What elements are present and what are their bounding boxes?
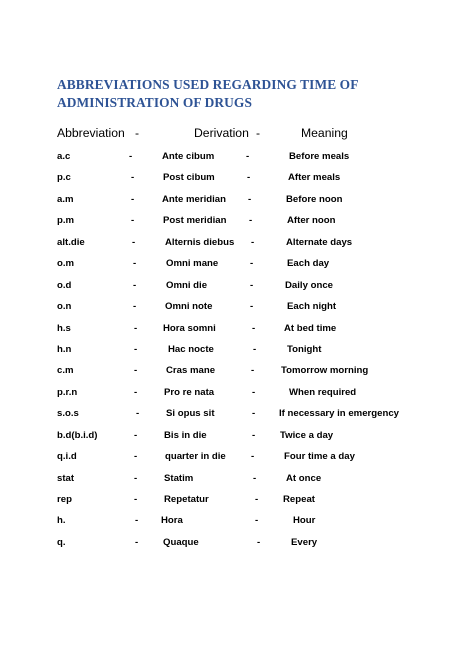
table-row — [0, 237, 474, 258]
table-row — [0, 515, 474, 536]
row-meaning: Each night — [287, 301, 337, 313]
row-derivation: Hora — [161, 515, 183, 527]
row-separator: - — [249, 215, 253, 227]
row-separator: - — [247, 172, 251, 184]
row-separator: - — [135, 515, 139, 527]
row-separator: - — [134, 322, 138, 334]
row-separator: - — [134, 472, 138, 484]
row-separator: - — [135, 536, 139, 548]
row-abbreviation: b.d(b.i.d) — [57, 429, 98, 441]
row-meaning: At bed time — [284, 322, 337, 334]
row-separator: - — [251, 451, 255, 463]
row-abbreviation: p.m — [57, 215, 75, 227]
row-abbreviation: q. — [57, 536, 66, 548]
table-row — [0, 323, 474, 344]
row-derivation: Statim — [164, 472, 194, 484]
row-separator: - — [134, 343, 138, 355]
row-separator: - — [255, 494, 259, 505]
row-meaning: Repeat — [283, 494, 315, 505]
row-derivation: Omni note — [165, 301, 213, 313]
row-meaning: If necessary in emergency — [279, 408, 399, 420]
table-row — [0, 151, 474, 172]
row-meaning: Tomorrow morning — [281, 365, 369, 377]
table-row — [0, 408, 474, 429]
row-separator: - — [252, 386, 256, 398]
table-row — [0, 258, 474, 279]
row-separator: - — [129, 151, 133, 162]
row-separator: - — [133, 279, 137, 291]
row-meaning: Every — [291, 536, 318, 548]
row-separator: - — [134, 494, 138, 505]
row-derivation: Post meridian — [163, 215, 227, 227]
table-row — [0, 387, 474, 408]
row-derivation: Si opus sit — [166, 408, 215, 420]
row-separator: - — [132, 236, 136, 248]
row-separator: - — [134, 451, 138, 463]
row-separator: - — [251, 236, 255, 248]
row-abbreviation: a.c — [57, 151, 71, 162]
row-abbreviation: stat — [57, 472, 75, 484]
row-separator: - — [252, 429, 256, 441]
header-separator: - — [135, 126, 140, 140]
row-derivation: Cras mane — [166, 365, 216, 377]
row-derivation: Omni die — [166, 279, 208, 291]
row-meaning: When required — [289, 386, 357, 398]
row-meaning: Alternate days — [286, 236, 353, 248]
row-derivation: Hora somni — [163, 322, 216, 334]
row-derivation: Post cibum — [163, 172, 215, 184]
document-title: ABBREVIATIONS USED REGARDING TIME OF ADMINISTRATION OF DRUGS — [57, 77, 358, 110]
row-separator: - — [253, 472, 257, 484]
table-row — [0, 172, 474, 193]
table-row — [0, 301, 474, 322]
row-abbreviation: o.m — [57, 258, 75, 270]
header-meaning: Meaning — [301, 126, 348, 140]
row-separator: - — [257, 536, 261, 548]
row-abbreviation: h.n — [57, 343, 72, 355]
table-row — [0, 494, 474, 515]
row-abbreviation: alt.die — [57, 236, 85, 248]
row-abbreviation: o.d — [57, 279, 72, 291]
row-derivation: Pro re nata — [164, 386, 215, 398]
header-derivation: Derivation — [194, 126, 249, 140]
table-row — [0, 473, 474, 494]
abbreviation-list — [0, 151, 474, 558]
row-meaning: Hour — [293, 515, 316, 527]
row-derivation: Repetatur — [164, 494, 209, 505]
row-separator: - — [133, 258, 137, 270]
row-derivation: Ante meridian — [162, 193, 226, 205]
header-abbreviation: Abbreviation — [57, 126, 125, 140]
row-meaning: Each day — [287, 258, 330, 270]
header-separator: - — [256, 126, 261, 140]
row-abbreviation: o.n — [57, 301, 72, 313]
row-meaning: Daily once — [285, 279, 333, 291]
row-separator: - — [251, 365, 255, 377]
row-separator: - — [250, 301, 254, 313]
row-meaning: Tonight — [287, 343, 322, 355]
row-separator: - — [252, 408, 256, 420]
table-row — [0, 537, 474, 558]
row-separator: - — [131, 193, 135, 205]
row-separator: - — [134, 365, 138, 377]
row-abbreviation: a.m — [57, 193, 74, 205]
row-separator: - — [131, 172, 135, 184]
row-derivation: Omni mane — [166, 258, 219, 270]
table-header — [0, 126, 474, 142]
row-derivation: Quaque — [163, 536, 199, 548]
row-abbreviation: h.s — [57, 322, 71, 334]
row-separator: - — [250, 258, 254, 270]
row-separator: - — [134, 429, 138, 441]
row-meaning: Four time a day — [284, 451, 355, 463]
row-abbreviation: q.i.d — [57, 451, 77, 463]
row-abbreviation: h. — [57, 515, 66, 527]
table-row — [0, 215, 474, 236]
table-row — [0, 344, 474, 365]
row-separator: - — [134, 386, 138, 398]
row-meaning: At once — [286, 472, 322, 484]
row-abbreviation: p.c — [57, 172, 71, 184]
row-separator: - — [131, 215, 135, 227]
row-separator: - — [133, 301, 137, 313]
row-separator: - — [250, 279, 254, 291]
row-separator: - — [255, 515, 259, 527]
row-abbreviation: p.r.n — [57, 386, 78, 398]
row-separator: - — [252, 322, 256, 334]
row-separator: - — [136, 408, 140, 420]
row-abbreviation: s.o.s — [57, 408, 79, 420]
row-abbreviation: rep — [57, 494, 72, 505]
row-derivation: Ante cibum — [162, 151, 215, 162]
row-meaning: After noon — [287, 215, 336, 227]
table-row — [0, 280, 474, 301]
table-row — [0, 430, 474, 451]
row-meaning: After meals — [288, 172, 341, 184]
row-separator: - — [246, 151, 250, 162]
row-meaning: Before meals — [289, 151, 350, 162]
row-derivation: quarter in die — [165, 451, 226, 463]
table-row — [0, 451, 474, 472]
row-separator: - — [248, 193, 252, 205]
row-meaning: Twice a day — [280, 429, 334, 441]
row-derivation: Bis in die — [164, 429, 207, 441]
row-derivation: Alternis diebus — [165, 236, 235, 248]
row-derivation: Hac nocte — [168, 343, 214, 355]
row-separator: - — [253, 343, 257, 355]
table-row — [0, 365, 474, 386]
row-abbreviation: c.m — [57, 365, 74, 377]
table-row — [0, 194, 474, 215]
row-meaning: Before noon — [286, 193, 343, 205]
